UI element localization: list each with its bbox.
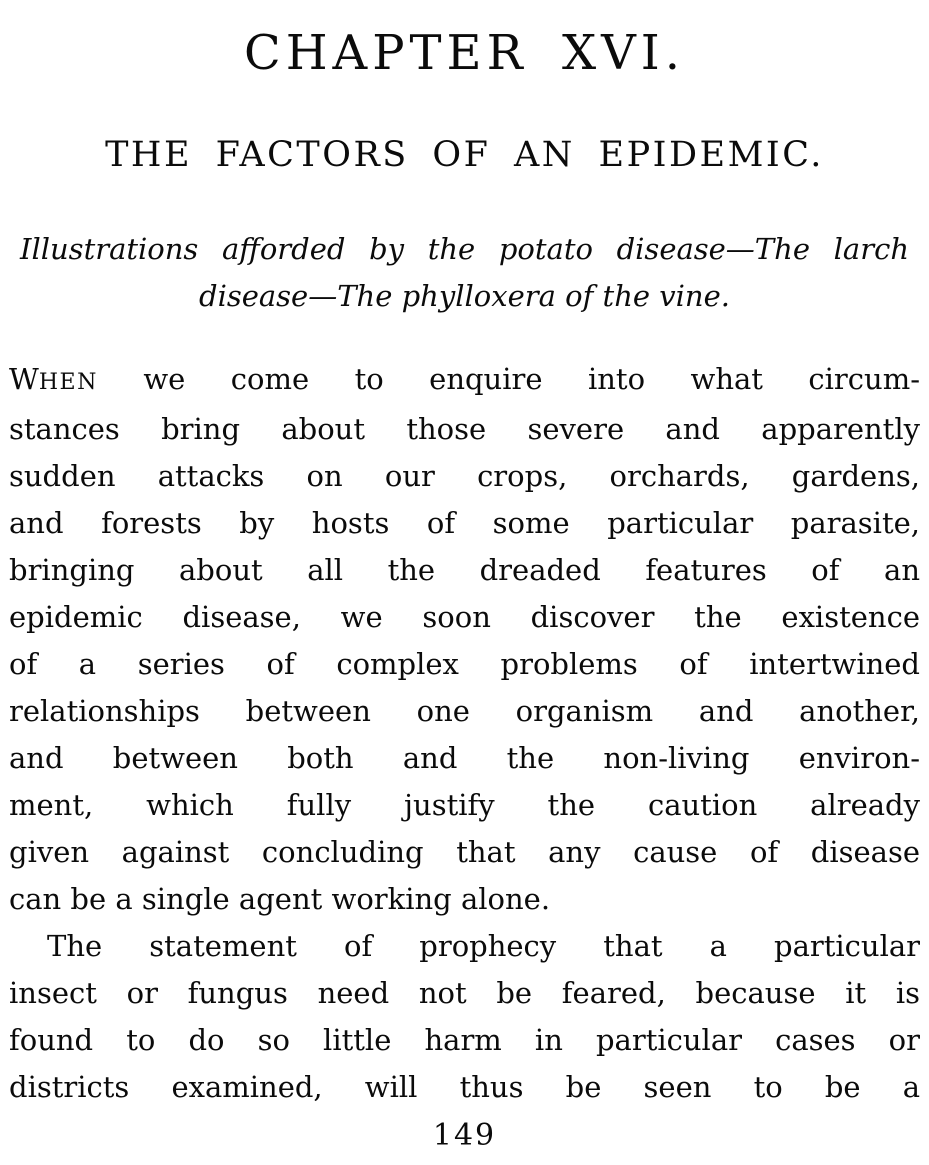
text-line: of a series of complex problems of intertwined [9,647,920,681]
text-line: districts examined, will thus be seen to be a [9,1070,920,1104]
text-line: stances bring about those severe and apparently [9,412,920,446]
text-line: epidemic disease, we soon discover the existence [9,600,920,634]
text-line: bringing about all the dreaded features of an [9,553,920,587]
text-line: and forests by hosts of some particular parasite, [9,506,920,540]
lead-smallcaps: HEN [38,370,98,395]
text-line: relationships between one organism and another, [9,694,920,728]
paragraph-2 [9,923,920,1111]
text-line: can be a single agent working alone. [9,882,551,916]
lead-initial: W [9,362,39,396]
epigraph [20,226,909,320]
text-line: ment, which fully justify the caution already [9,788,920,822]
section-heading: THE FACTORS OF AN EPIDEMIC. [105,135,824,175]
text-line: insect or fungus need not be feared, because it is [9,976,920,1010]
text-line: sudden attacks on our crops, orchards, gardens, [9,459,920,493]
chapter-heading: CHAPTER XVI. [243,25,686,81]
text-line: given against concluding that any cause of disease [9,835,920,869]
body-text [9,356,920,1111]
epigraph-line: disease—The phylloxera of the vine. [199,279,730,313]
text-line [9,356,920,406]
paragraph-1 [9,356,920,923]
epigraph-line: Illustrations afforded by the potato disease—The larch [20,232,909,266]
text-line: and between both and the non-living environ- [9,741,920,775]
page-number: 149 [432,1118,497,1153]
text-line-rest: we come to enquire into what circum- [97,362,920,396]
text-line: found to do so little harm in particular cases or [9,1023,920,1057]
text-line: The statement of prophecy that a particular [47,929,920,963]
